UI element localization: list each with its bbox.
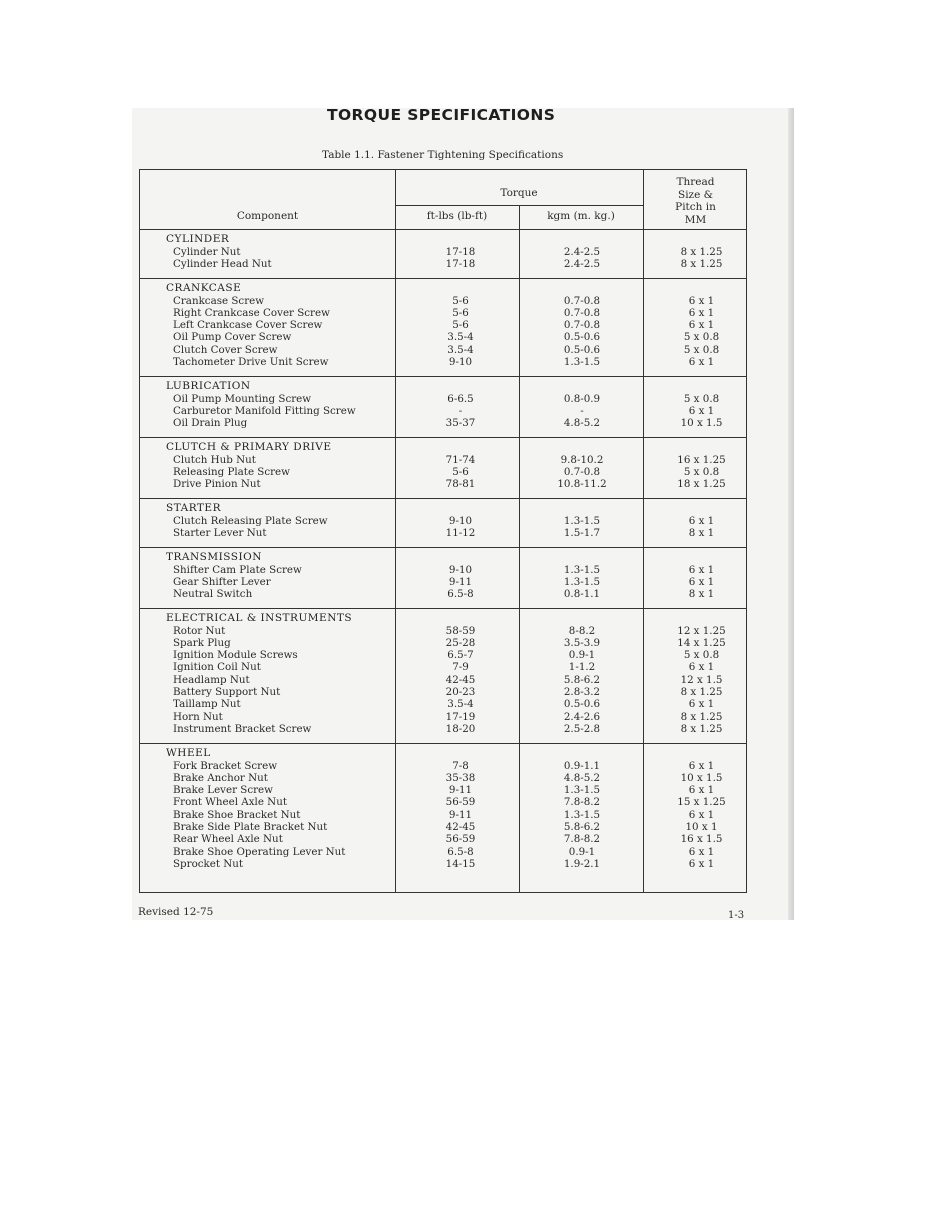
kgm-cell: 1.3-1.5	[563, 514, 601, 527]
ftlbs-cell: 71-74	[445, 453, 476, 466]
section-divider	[140, 498, 746, 499]
kgm-cell: 2.8-3.2	[563, 686, 601, 698]
section-divider	[140, 743, 746, 744]
table-row	[140, 454, 746, 466]
kgm-cell: 0.9-1	[568, 845, 596, 858]
component-cell: Brake Anchor Nut	[173, 771, 268, 784]
section-heading: CRANKCASE	[166, 282, 242, 294]
thread-cell: 6 x 1	[688, 575, 715, 588]
kgm-cell: 9.8-10.2	[560, 453, 604, 466]
table-row	[140, 784, 746, 796]
thread-cell: 6 x 1	[688, 808, 715, 821]
component-cell: Carburetor Manifold Fitting Screw	[173, 404, 356, 417]
header-ftlbs: ft-lbs (lb-ft)	[426, 210, 488, 222]
table-row	[140, 319, 746, 331]
component-cell: Gear Shifter Lever	[173, 575, 271, 588]
thread-cell: 12 x 1.25	[677, 624, 726, 637]
component-cell: Horn Nut	[173, 710, 223, 723]
component-cell: Crankcase Screw	[173, 294, 265, 307]
ftlbs-cell: 9-10	[448, 514, 473, 527]
thread-cell: 8 x 1	[688, 588, 715, 601]
ftlbs-cell: 6.5-8	[447, 845, 474, 858]
ftlbs-cell: 7-8	[452, 759, 469, 772]
ftlbs-cell: 25-28	[445, 636, 476, 649]
ftlbs-cell: 56-59	[445, 796, 476, 809]
thread-cell: 18 x 1.25	[677, 478, 726, 491]
thread-cell: 6 x 1	[688, 759, 715, 772]
component-cell: Shifter Cam Plate Screw	[173, 563, 302, 576]
thread-cell: 10 x 1	[685, 821, 718, 833]
thread-cell: 6 x 1	[688, 563, 715, 576]
component-cell: Ignition Module Screws	[173, 649, 298, 662]
table-row	[140, 307, 746, 319]
thread-cell: 5 x 0.8	[683, 465, 720, 478]
ftlbs-cell: 9-10	[448, 563, 473, 576]
component-cell: Starter Lever Nut	[173, 526, 267, 539]
ftlbs-cell: 9-10	[448, 356, 473, 368]
component-cell: Instrument Bracket Screw	[173, 722, 312, 735]
torque-table	[139, 169, 747, 893]
kgm-cell: 0.9-1.1	[563, 759, 601, 772]
component-cell: Right Crankcase Cover Screw	[173, 306, 330, 319]
kgm-cell: 4.8-5.2	[563, 417, 601, 430]
header-torque: Torque	[500, 187, 538, 199]
ftlbs-cell: 42-45	[445, 821, 476, 833]
table-row	[140, 625, 746, 637]
component-cell: Rear Wheel Axle Nut	[173, 833, 283, 846]
table-row	[140, 258, 746, 270]
kgm-cell: 0.5-0.6	[563, 698, 601, 711]
ftlbs-cell: 17-19	[445, 710, 476, 723]
component-cell: Clutch Hub Nut	[173, 453, 256, 466]
ftlbs-cell: 17-18	[445, 245, 476, 258]
table-row	[140, 846, 746, 858]
table-row	[140, 698, 746, 710]
component-cell: Spark Plug	[173, 636, 231, 649]
section-heading: CYLINDER	[166, 233, 230, 245]
ftlbs-cell: 35-38	[445, 771, 476, 784]
header-component: Component	[236, 210, 299, 222]
page-number: 1-3	[728, 910, 745, 921]
kgm-cell: 2.4-2.5	[563, 257, 601, 270]
ftlbs-cell: 5-6	[452, 294, 469, 307]
table-caption: Table 1.1. Fastener Tightening Specifications	[322, 149, 564, 161]
thread-cell: 8 x 1.25	[680, 710, 723, 723]
kgm-cell: 2.5-2.8	[563, 722, 601, 735]
kgm-cell: 3.5-3.9	[563, 636, 601, 649]
table-row	[140, 858, 746, 870]
thread-cell: 8 x 1.25	[680, 722, 723, 735]
thread-cell: 5 x 0.8	[683, 649, 720, 662]
component-cell: Fork Bracket Screw	[173, 759, 278, 772]
thread-cell: 6 x 1	[688, 784, 715, 797]
ftlbs-cell: 6.5-7	[447, 649, 474, 662]
ftlbs-cell: 78-81	[445, 478, 476, 491]
kgm-cell: 2.4-2.6	[563, 710, 601, 723]
component-cell: Taillamp Nut	[173, 698, 241, 711]
table-row	[140, 576, 746, 588]
table-row	[140, 723, 746, 735]
table-row	[140, 466, 746, 478]
component-cell: Sprocket Nut	[173, 857, 244, 870]
component-cell: Drive Pinion Nut	[173, 478, 261, 491]
component-cell: Oil Pump Mounting Screw	[173, 392, 312, 405]
thread-cell: 16 x 1.5	[680, 833, 723, 846]
ftlbs-cell: 3.5-4	[447, 698, 474, 711]
ftlbs-cell: 6-6.5	[447, 392, 474, 405]
thread-cell: 6 x 1	[688, 514, 715, 527]
section-heading: STARTER	[166, 502, 222, 514]
page-title: TORQUE SPECIFICATIONS	[327, 106, 556, 124]
kgm-cell: 10.8-11.2	[557, 478, 607, 491]
component-cell: Oil Pump Cover Screw	[173, 331, 292, 344]
table-row	[140, 393, 746, 405]
component-cell: Neutral Switch	[173, 588, 253, 601]
kgm-cell: 8-8.2	[568, 624, 596, 637]
kgm-cell: 5.8-6.2	[563, 821, 601, 833]
thread-cell: 6 x 1	[688, 661, 715, 674]
ftlbs-cell: 5-6	[452, 319, 469, 332]
ftlbs-cell: 18-20	[445, 722, 476, 735]
table-row	[140, 527, 746, 539]
header-kgm: kgm (m. kg.)	[547, 210, 615, 222]
section-heading: CLUTCH & PRIMARY DRIVE	[166, 441, 332, 453]
kgm-cell: 0.7-0.8	[563, 319, 601, 332]
ftlbs-cell: 5-6	[452, 306, 469, 319]
thread-cell: 8 x 1	[688, 526, 715, 539]
component-cell: Ignition Coil Nut	[173, 661, 261, 674]
kgm-cell: 0.8-1.1	[563, 588, 601, 601]
kgm-cell: 5.8-6.2	[563, 673, 601, 686]
section-heading: LUBRICATION	[166, 380, 251, 392]
kgm-cell: 7.8-8.2	[563, 796, 601, 809]
component-cell: Tachometer Drive Unit Screw	[173, 356, 329, 368]
component-cell: Battery Support Nut	[173, 686, 281, 698]
table-row	[140, 515, 746, 527]
ftlbs-cell: 58-59	[445, 624, 476, 637]
component-cell: Brake Shoe Operating Lever Nut	[173, 845, 346, 858]
ftlbs-cell: 3.5-4	[447, 343, 474, 356]
component-cell: Front Wheel Axle Nut	[173, 796, 287, 809]
component-cell: Oil Drain Plug	[173, 417, 248, 430]
table-row	[140, 661, 746, 673]
kgm-cell: 1.3-1.5	[563, 808, 601, 821]
kgm-cell: 1.3-1.5	[563, 575, 601, 588]
kgm-cell: 7.8-8.2	[563, 833, 601, 846]
kgm-cell: 0.5-0.6	[563, 343, 601, 356]
ftlbs-cell: 9-11	[448, 808, 473, 821]
table-row	[140, 295, 746, 307]
component-cell: Clutch Releasing Plate Screw	[173, 514, 328, 527]
thread-cell: 5 x 0.8	[683, 343, 720, 356]
table-row	[140, 796, 746, 808]
table-row	[140, 674, 746, 686]
kgm-cell: 0.9-1	[568, 649, 596, 662]
section-heading: WHEEL	[166, 747, 211, 759]
thread-cell: 6 x 1	[688, 404, 715, 417]
thread-cell: 6 x 1	[688, 294, 715, 307]
ftlbs-cell: 7-9	[452, 661, 469, 674]
table-row	[140, 417, 746, 429]
table-row	[140, 686, 746, 698]
component-cell: Rotor Nut	[173, 624, 226, 637]
kgm-cell: 2.4-2.5	[563, 245, 601, 258]
thread-cell: 16 x 1.25	[677, 453, 726, 466]
table-row	[140, 649, 746, 661]
component-cell: Brake Lever Screw	[173, 784, 273, 797]
thread-cell: 15 x 1.25	[677, 796, 726, 809]
thread-cell: 5 x 0.8	[683, 331, 720, 344]
ftlbs-cell: -	[458, 404, 463, 417]
table-row	[140, 478, 746, 490]
ftlbs-cell: 56-59	[445, 833, 476, 846]
ftlbs-cell: 35-37	[445, 417, 476, 430]
thread-cell: 10 x 1.5	[680, 771, 723, 784]
kgm-cell: 0.7-0.8	[563, 294, 601, 307]
thread-cell: 8 x 1.25	[680, 686, 723, 698]
ftlbs-cell: 3.5-4	[447, 331, 474, 344]
thread-cell: 6 x 1	[688, 857, 715, 870]
ftlbs-cell: 9-11	[448, 784, 473, 797]
thread-cell: 5 x 0.8	[683, 392, 720, 405]
thread-cell: 6 x 1	[688, 356, 715, 368]
table-row	[140, 821, 746, 833]
thread-cell: 8 x 1.25	[680, 245, 723, 258]
component-cell: Releasing Plate Screw	[173, 465, 290, 478]
thread-cell: 6 x 1	[688, 319, 715, 332]
thread-cell: 6 x 1	[688, 306, 715, 319]
table-row	[140, 760, 746, 772]
table-row	[140, 564, 746, 576]
ftlbs-cell: 42-45	[445, 673, 476, 686]
component-cell: Left Crankcase Cover Screw	[173, 319, 323, 332]
component-cell: Cylinder Head Nut	[173, 257, 272, 270]
table-row	[140, 833, 746, 845]
ftlbs-cell: 20-23	[445, 686, 476, 698]
component-cell: Headlamp Nut	[173, 673, 250, 686]
table-row	[140, 344, 746, 356]
thread-cell: 6 x 1	[688, 845, 715, 858]
kgm-cell: 4.8-5.2	[563, 771, 601, 784]
ftlbs-cell: 14-15	[445, 857, 476, 870]
header-thread-text: Thread Size & Pitch in MM	[675, 176, 716, 226]
table-row	[140, 637, 746, 649]
kgm-cell: 1.5-1.7	[563, 526, 601, 539]
thread-cell: 10 x 1.5	[680, 417, 723, 430]
table-row	[140, 356, 746, 368]
kgm-cell: -	[580, 404, 584, 417]
page-edge	[788, 108, 794, 920]
table-row	[140, 246, 746, 258]
table-row	[140, 809, 746, 821]
section-divider	[140, 608, 746, 609]
component-cell: Clutch Cover Screw	[173, 343, 278, 356]
ftlbs-cell: 17-18	[445, 257, 476, 270]
kgm-cell: 1.3-1.5	[563, 563, 601, 576]
ftlbs-cell: 9-11	[448, 575, 473, 588]
revised-date: Revised 12-75	[138, 906, 214, 918]
section-heading: TRANSMISSION	[166, 551, 262, 563]
component-cell: Brake Side Plate Bracket Nut	[173, 821, 328, 833]
section-divider	[140, 547, 746, 548]
kgm-cell: 0.7-0.8	[563, 465, 601, 478]
ftlbs-cell: 5-6	[452, 465, 469, 478]
thread-cell: 12 x 1.5	[680, 673, 723, 686]
kgm-cell: 1.3-1.5	[563, 784, 601, 797]
kgm-cell: 0.7-0.8	[563, 306, 601, 319]
kgm-cell: 0.5-0.6	[563, 331, 601, 344]
section-divider	[140, 376, 746, 377]
section-heading: ELECTRICAL & INSTRUMENTS	[166, 612, 353, 624]
ftlbs-cell: 6.5-8	[447, 588, 474, 601]
thread-cell: 6 x 1	[688, 698, 715, 711]
table-row	[140, 711, 746, 723]
section-divider	[140, 278, 746, 279]
component-cell: Brake Shoe Bracket Nut	[173, 808, 301, 821]
kgm-cell: 1.3-1.5	[563, 356, 601, 368]
section-divider	[140, 229, 746, 230]
thread-cell: 14 x 1.25	[677, 636, 726, 649]
thread-cell: 8 x 1.25	[680, 257, 723, 270]
header-thread	[643, 176, 748, 226]
kgm-cell: 1-1.2	[568, 661, 596, 674]
table-row	[140, 772, 746, 784]
table-row	[140, 405, 746, 417]
kgm-cell: 0.8-0.9	[563, 392, 601, 405]
ftlbs-cell: 11-12	[445, 526, 476, 539]
table-row	[140, 331, 746, 343]
component-cell: Cylinder Nut	[173, 245, 241, 258]
header-divider	[395, 205, 643, 206]
kgm-cell: 1.9-2.1	[563, 857, 601, 870]
table-row	[140, 588, 746, 600]
section-divider	[140, 437, 746, 438]
